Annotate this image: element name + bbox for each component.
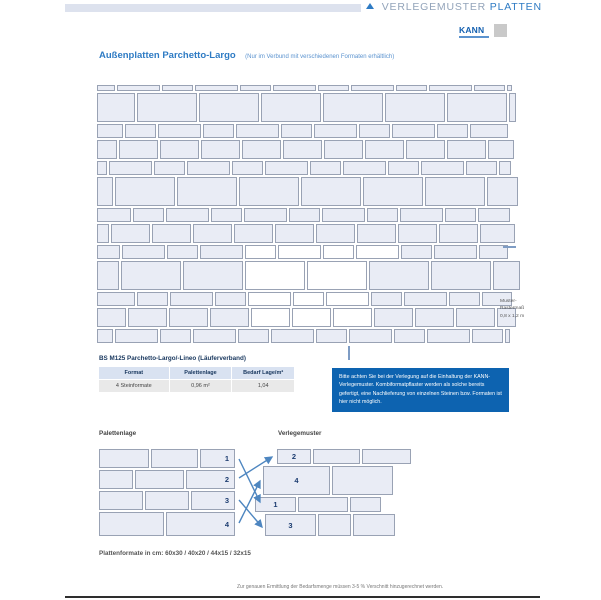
- pattern-brick: [374, 308, 413, 327]
- brick-number: 4: [224, 519, 229, 529]
- pattern-brick: [236, 124, 279, 138]
- pattern-brick: [385, 93, 445, 122]
- pattern-brick: [195, 85, 238, 91]
- pattern-brick: [210, 308, 249, 327]
- pattern-brick: [400, 208, 443, 222]
- pattern-brick: [415, 308, 454, 327]
- pattern-brick: [199, 93, 259, 122]
- pattern-brick: [301, 177, 361, 206]
- header-title-blue: PLATTEN: [489, 1, 542, 13]
- pattern-brick: [97, 329, 113, 343]
- pattern-brick: [97, 208, 131, 222]
- pattern-brick: [97, 292, 135, 306]
- pattern-brick: [137, 93, 197, 122]
- logo-square: [494, 24, 507, 37]
- table-cell-bedarf: 1,04: [232, 380, 294, 392]
- pattern-brick: [314, 124, 357, 138]
- section-label: BS M125 Parchetto-Largo/-Lineo (Läuferverband): [99, 355, 246, 362]
- pattern-brick: [97, 224, 109, 243]
- pattern-brick: [122, 245, 165, 259]
- pattern-brick: [401, 245, 432, 259]
- pattern-brick: [97, 245, 120, 259]
- pattern-brick: [121, 261, 181, 290]
- pattern-brick: [215, 292, 246, 306]
- pattern-brick: [324, 140, 363, 159]
- pattern-brick: [447, 93, 507, 122]
- raster-label: [500, 298, 544, 320]
- pattern-brick: [396, 85, 427, 91]
- pattern-brick: [160, 329, 191, 343]
- diagram-brick: [277, 449, 311, 464]
- pattern-brick: [109, 161, 152, 175]
- pattern-brick: [493, 261, 520, 290]
- raster-label-line1: Muster-: [500, 299, 517, 304]
- triangle-icon: [366, 3, 374, 9]
- pattern-brick: [169, 308, 208, 327]
- pattern-brick: [488, 140, 514, 159]
- pattern-brick: [234, 224, 273, 243]
- pattern-brick: [398, 224, 437, 243]
- pattern-brick: [307, 261, 367, 290]
- pallet-diagram-title: Palettenlage: [99, 430, 137, 437]
- diagram-brick: [350, 497, 381, 512]
- page-bottom-rule: [65, 596, 540, 598]
- pattern-brick: [367, 208, 398, 222]
- pattern-brick: [97, 308, 126, 327]
- pattern-brick: [97, 140, 117, 159]
- pattern-brick: [160, 140, 199, 159]
- brick-number: 2: [224, 475, 229, 484]
- diagram-brick: [99, 449, 149, 468]
- pattern-brick: [183, 261, 243, 290]
- pattern-brick: [349, 329, 392, 343]
- pattern-brick: [97, 261, 119, 290]
- header-title-gray: VERLEGEMUSTER: [381, 1, 487, 13]
- pattern-brick: [326, 292, 369, 306]
- raster-mark-vertical: [348, 346, 350, 360]
- pattern-brick: [115, 329, 158, 343]
- pattern-brick: [166, 208, 209, 222]
- pattern-brick: [251, 308, 290, 327]
- pattern-brick: [238, 329, 269, 343]
- pattern-brick: [187, 161, 230, 175]
- pattern-brick: [293, 292, 324, 306]
- brick-number: 1: [273, 500, 278, 509]
- diagram-brick: [313, 449, 360, 464]
- pattern-brick: [316, 224, 355, 243]
- page-header: [366, 1, 542, 13]
- pattern-brick: [273, 85, 316, 91]
- pattern-brick: [437, 124, 468, 138]
- pattern-brick: [281, 124, 312, 138]
- diagram-brick: [151, 449, 198, 468]
- pattern-brick: [97, 93, 135, 122]
- pattern-brick: [271, 329, 314, 343]
- pattern-brick: [167, 245, 198, 259]
- diagram-brick: [255, 497, 296, 512]
- info-box: Bitte achten Sie bei der Verlegung auf die Einhaltung der KANN-Verlegemuster. Kombiformatpflaster werden als solche bereits gefertigt, eine Nachlieferung von einzelnen Steinen bzw. Formaten ist hier nicht möglich.: [332, 368, 509, 412]
- title-note: (Nur im Verbund mit verschiedenen Formaten erhältlich): [245, 54, 395, 60]
- diagram-brick: [99, 470, 133, 489]
- pattern-brick: [170, 292, 213, 306]
- pattern-brick: [248, 292, 291, 306]
- table-cell-format: 4 Steinformate: [99, 380, 169, 392]
- pattern-brick: [283, 140, 322, 159]
- diagram-brick: [265, 514, 316, 536]
- pattern-brick: [499, 161, 511, 175]
- pattern-brick: [421, 161, 464, 175]
- header-rule: [65, 4, 361, 12]
- pattern-brick: [211, 208, 242, 222]
- pattern-brick: [369, 261, 429, 290]
- pattern-brick: [292, 308, 331, 327]
- pattern-brick: [357, 224, 396, 243]
- kann-logo: [459, 26, 492, 38]
- table-header-row: [99, 367, 295, 380]
- pattern-brick: [356, 245, 399, 259]
- pattern-brick: [316, 329, 347, 343]
- pattern-brick: [445, 208, 476, 222]
- pattern-brick: [318, 85, 349, 91]
- pattern-brick: [128, 308, 167, 327]
- title-main: Außenplatten Parchetto-Largo: [99, 50, 236, 61]
- diagram-brick: [298, 497, 348, 512]
- table-header-bedarf: Bedarf Lage/m²: [232, 367, 294, 379]
- pattern-brick: [431, 261, 491, 290]
- pattern-brick: [371, 292, 402, 306]
- diagram-brick: [332, 466, 393, 495]
- pallet-layer-diagram: [99, 449, 237, 538]
- pattern-brick: [406, 140, 445, 159]
- pattern-brick: [365, 140, 404, 159]
- pattern-brick: [158, 124, 201, 138]
- pattern-brick: [117, 85, 160, 91]
- laying-pattern-diagram: [255, 447, 420, 538]
- pattern-brick: [323, 245, 354, 259]
- pattern-brick: [193, 224, 232, 243]
- pattern-brick: [203, 124, 234, 138]
- pattern-brick: [449, 292, 480, 306]
- raster-mark-horizontal: [503, 246, 516, 248]
- pattern-brick: [472, 329, 503, 343]
- table-row: [99, 380, 295, 393]
- brick-number: 3: [224, 496, 229, 505]
- laying-diagram-title: Verlegemuster: [278, 430, 322, 437]
- brick-number: 2: [291, 452, 297, 461]
- pattern-brick: [456, 308, 495, 327]
- raster-label-line2: Rastermaß: [500, 306, 525, 312]
- pattern-brick: [245, 245, 276, 259]
- pattern-brick: [427, 329, 470, 343]
- pattern-brick: [425, 177, 485, 206]
- pattern-brick: [193, 329, 236, 343]
- diagram-brick: [362, 449, 411, 464]
- pattern-brick: [394, 329, 425, 343]
- diagram-brick: [99, 512, 164, 536]
- pattern-brick: [363, 177, 423, 206]
- pattern-brick: [487, 177, 518, 206]
- pattern-brick: [111, 224, 150, 243]
- pattern-brick: [478, 208, 510, 222]
- pattern-brick: [152, 224, 191, 243]
- pattern-brick: [97, 161, 107, 175]
- pattern-brick: [480, 224, 515, 243]
- pattern-brick: [343, 161, 386, 175]
- pattern-brick: [232, 161, 263, 175]
- table-header-palettenlage: Palettenlage: [170, 367, 232, 379]
- pattern-brick: [470, 124, 508, 138]
- paving-pattern-diagram: [97, 85, 510, 345]
- pattern-brick: [434, 245, 477, 259]
- pattern-brick: [115, 177, 175, 206]
- pattern-brick: [404, 292, 447, 306]
- kann-logo-text: KANN: [459, 25, 485, 35]
- pattern-brick: [392, 124, 435, 138]
- pattern-brick: [240, 85, 271, 91]
- pattern-brick: [265, 161, 308, 175]
- pattern-brick: [333, 308, 372, 327]
- diagram-brick: [200, 449, 235, 468]
- table-header-format: Format: [99, 367, 169, 379]
- pattern-brick: [119, 140, 158, 159]
- diagram-brick: [186, 470, 235, 489]
- pattern-brick: [322, 208, 365, 222]
- pattern-brick: [310, 161, 341, 175]
- pattern-brick: [323, 93, 383, 122]
- diagram-brick: [166, 512, 235, 536]
- pattern-brick: [125, 124, 156, 138]
- pattern-brick: [505, 329, 510, 343]
- diagram-brick: [99, 491, 143, 510]
- pattern-brick: [201, 140, 240, 159]
- pattern-brick: [388, 161, 419, 175]
- diagram-brick: [263, 466, 330, 495]
- diagram-brick: [135, 470, 184, 489]
- raster-label-line3: 0,8 x 1,2 m: [500, 313, 525, 319]
- pattern-brick: [97, 85, 115, 91]
- pattern-brick: [133, 208, 164, 222]
- diagram-brick: [145, 491, 189, 510]
- pattern-brick: [137, 292, 168, 306]
- pattern-brick: [507, 85, 512, 91]
- diagram-brick: [353, 514, 395, 536]
- kann-logo-subline: [459, 36, 489, 38]
- pattern-brick: [447, 140, 486, 159]
- pattern-brick: [466, 161, 497, 175]
- pattern-brick: [289, 208, 320, 222]
- pattern-brick: [97, 124, 123, 138]
- brick-number: 3: [288, 520, 293, 530]
- formats-line: Plattenformate in cm: 60x30 / 40x20 / 44x15 / 32x15: [99, 550, 251, 557]
- pattern-brick: [242, 140, 281, 159]
- pattern-brick: [275, 224, 314, 243]
- pattern-brick: [261, 93, 321, 122]
- pattern-brick: [429, 85, 472, 91]
- pattern-brick: [359, 124, 390, 138]
- pattern-brick: [162, 85, 193, 91]
- pattern-brick: [439, 224, 478, 243]
- brick-number: 1: [224, 454, 229, 463]
- brick-number: 4: [294, 476, 299, 485]
- pattern-brick: [239, 177, 299, 206]
- page-title: [99, 45, 394, 63]
- pattern-brick: [245, 261, 305, 290]
- pattern-brick: [200, 245, 243, 259]
- diagram-brick: [318, 514, 351, 536]
- diagram-brick: [191, 491, 235, 510]
- table-cell-palettenlage: 0,96 m²: [170, 380, 232, 392]
- pattern-brick: [278, 245, 321, 259]
- pattern-brick: [509, 93, 516, 122]
- pattern-brick: [474, 85, 505, 91]
- pattern-brick: [177, 177, 237, 206]
- pattern-brick: [351, 85, 394, 91]
- pattern-brick: [244, 208, 287, 222]
- pattern-brick: [97, 177, 113, 206]
- pattern-brick: [154, 161, 185, 175]
- footer-note: Zur genauen Ermittlung der Bedarfsmenge müssen 3-5 % Verschnitt hinzugerechnet werden.: [237, 584, 444, 590]
- spec-table: [99, 367, 295, 393]
